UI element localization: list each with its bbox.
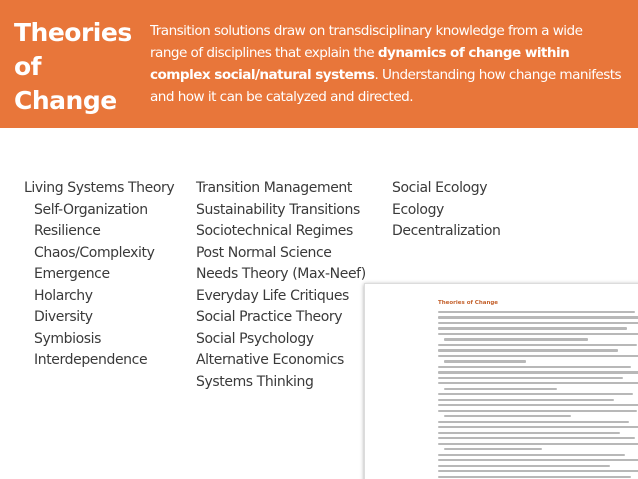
theory-item: Alternative Economics	[196, 352, 344, 368]
thumbnail-text-line	[438, 399, 614, 401]
thumbnail-text-line	[444, 360, 526, 362]
header-banner	[0, 0, 638, 128]
thumbnail-text-line	[438, 333, 638, 335]
theory-item: Interdependence	[34, 352, 148, 368]
thumbnail-text-line	[438, 371, 638, 373]
theory-item: Holarchy	[34, 287, 93, 304]
thumbnail-text-line	[438, 443, 638, 445]
theory-item: Chaos/Complexity	[34, 244, 155, 261]
thumbnail-text-line	[438, 437, 635, 439]
thumbnail-body	[438, 311, 638, 479]
theory-item: Post Normal Science	[196, 244, 332, 261]
thumbnail-text-line	[444, 388, 557, 390]
intro-line-4: and how it can be catalyzed and directed.	[150, 89, 414, 105]
theory-column-living-systems	[24, 178, 174, 372]
theory-item: Decentralization	[392, 223, 501, 239]
thumbnail-text-line	[438, 432, 620, 434]
theory-column-social-ecology	[392, 178, 501, 243]
intro-paragraph	[150, 20, 638, 108]
intro-line-2	[150, 42, 638, 64]
intro-line-2-text: range of disciplines that explain the	[150, 45, 378, 61]
thumbnail-text-line	[438, 393, 633, 395]
thumbnail-text-line	[438, 470, 638, 472]
theory-item: Social Practice Theory	[196, 309, 343, 325]
intro-line-3	[150, 64, 638, 86]
thumbnail-text-line	[438, 426, 638, 428]
thumbnail-text-line	[438, 377, 623, 379]
thumbnail-text-line	[438, 465, 610, 467]
thumbnail-text-line	[444, 338, 588, 340]
thumbnail-text-line	[438, 355, 638, 357]
intro-line-3-bold: complex social/natural systems	[150, 67, 375, 83]
intro-line-3-text: . Understanding how change manifests	[374, 67, 622, 83]
theory-item: Needs Theory (Max-Neef)	[196, 266, 366, 282]
thumbnail-text-line	[438, 454, 625, 456]
thumbnail-text-line	[438, 382, 638, 384]
theory-item: Self-Organization	[34, 201, 148, 218]
thumbnail-text-line	[438, 327, 627, 329]
thumbnail-text-line	[438, 344, 637, 346]
theory-item: Symbiosis	[34, 330, 102, 347]
title-line-1: Theories	[14, 18, 132, 47]
theory-item: Sustainability Transitions	[196, 201, 360, 218]
thumbnail-nav-line	[373, 422, 429, 427]
thumbnail-text-line	[438, 366, 631, 368]
thumbnail-text-line	[438, 311, 635, 313]
theory-item: Living Systems Theory	[24, 180, 175, 196]
theory-item: Resilience	[34, 223, 101, 239]
theory-item: Social Ecology	[392, 180, 488, 196]
theory-item: Diversity	[34, 309, 93, 325]
thumbnail-text-line	[438, 404, 638, 406]
thumbnail-text-line	[438, 410, 637, 412]
thumbnail-nav	[373, 313, 429, 427]
intro-line-2-bold: dynamics of change within	[377, 45, 570, 61]
theory-item: Ecology	[392, 201, 444, 218]
theory-item: Emergence	[34, 266, 110, 282]
theory-column-transition	[196, 178, 366, 393]
thumbnail-text-line	[438, 316, 638, 318]
intro-line-1: Transition solutions draw on transdisciplinary knowledge from a wide	[150, 23, 583, 39]
theory-item: Sociotechnical Regimes	[196, 223, 353, 239]
thumbnail-text-line	[438, 421, 629, 423]
thumbnail-title: Theories of Change	[438, 300, 499, 306]
thumbnail-text-line	[438, 322, 638, 324]
document-thumbnail	[364, 283, 638, 479]
theory-item: Transition Management	[196, 180, 352, 196]
theory-item: Social Psychology	[196, 330, 314, 347]
thumbnail-text-line	[444, 448, 542, 450]
thumbnail-text-line	[438, 476, 631, 478]
page-title	[14, 16, 144, 118]
thumbnail-text-line	[444, 415, 571, 417]
theory-item: Everyday Life Critiques	[196, 287, 349, 304]
title-line-2: of Change	[14, 52, 117, 115]
theory-item: Systems Thinking	[196, 373, 314, 390]
thumbnail-text-line	[438, 349, 618, 351]
thumbnail-text-line	[438, 459, 638, 461]
